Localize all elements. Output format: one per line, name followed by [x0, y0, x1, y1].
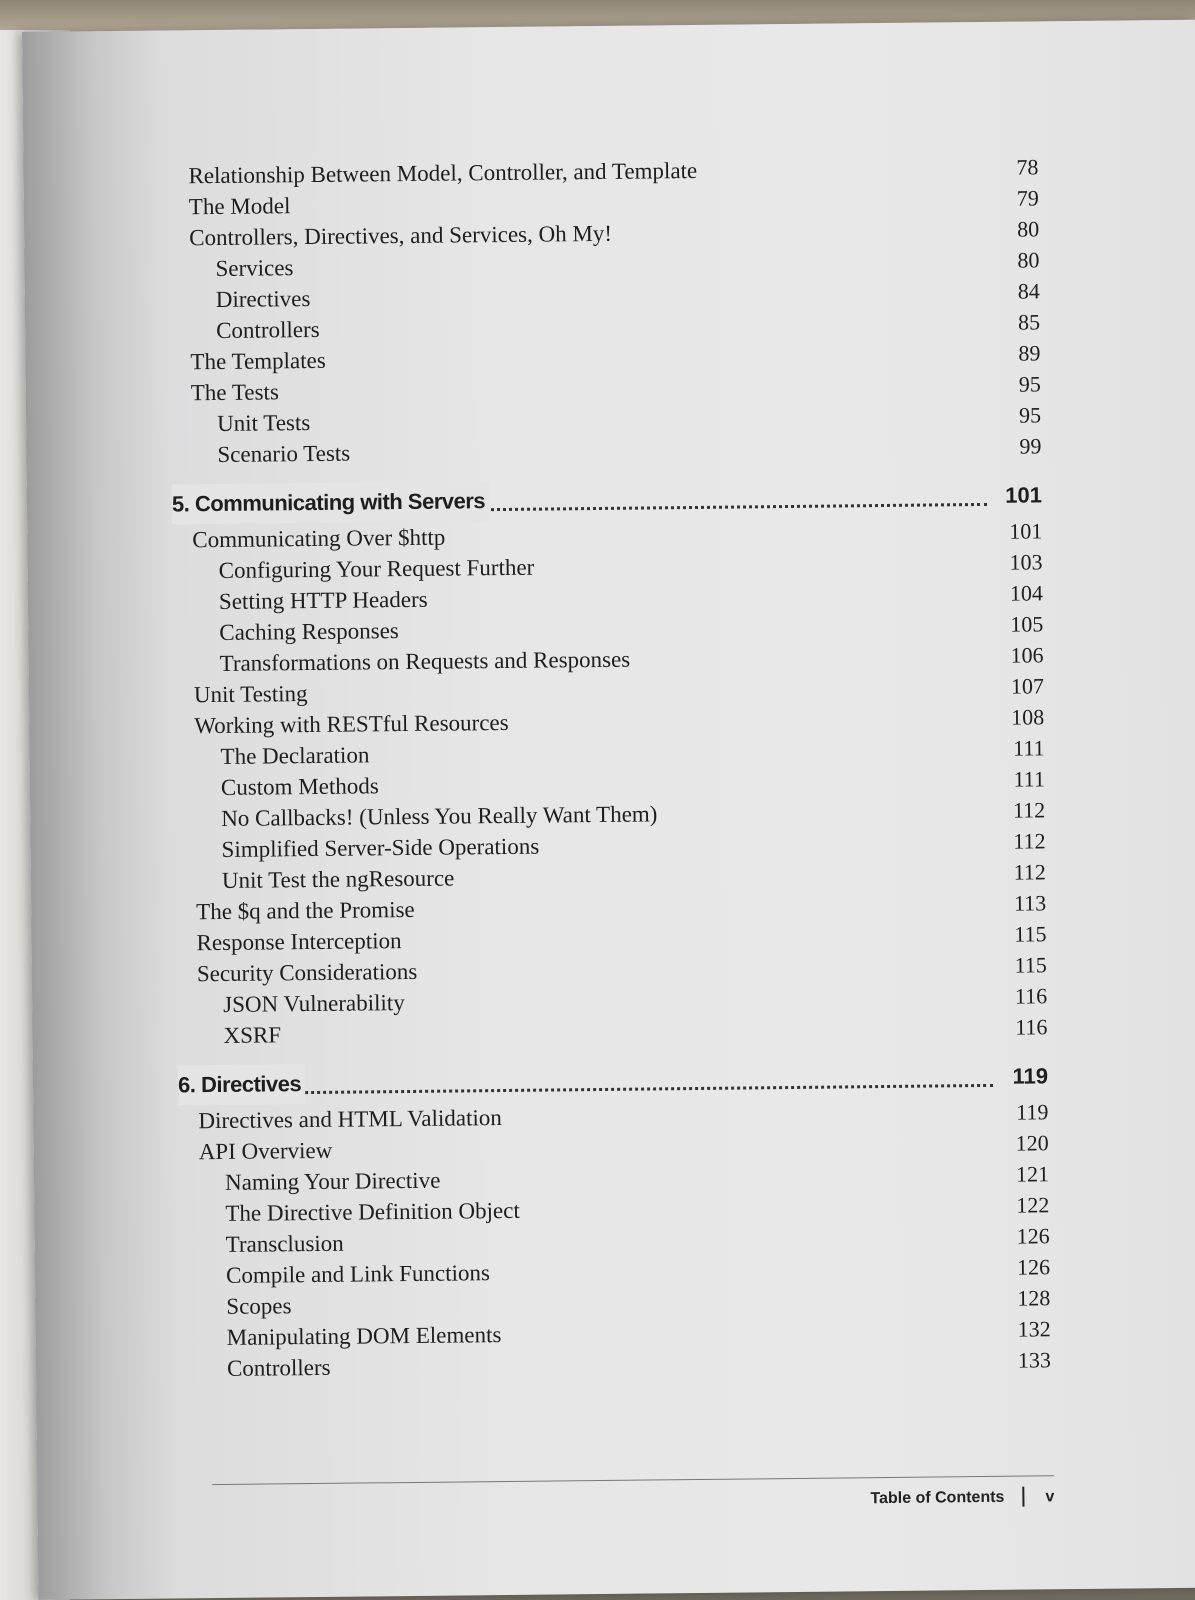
page-number: 80 — [1016, 216, 1040, 242]
entry-title: Controllers, Directives, and Services, Oh My! — [189, 220, 613, 251]
page-number: 112 — [1013, 828, 1046, 854]
entry-title: Security Considerations — [196, 958, 418, 987]
entry-title: Setting HTTP Headers — [218, 586, 428, 614]
book-page — [22, 20, 1195, 1600]
page-number: 103 — [1009, 549, 1043, 575]
footer-label: Table of Contents — [870, 1488, 1005, 1508]
page-number: 101 — [1009, 518, 1043, 544]
page-footer — [212, 1475, 1054, 1525]
entry-title: Directives and HTML Validation — [198, 1105, 502, 1134]
page-number: 113 — [1013, 890, 1047, 916]
page-number: 120 — [1015, 1130, 1049, 1156]
page-number: 79 — [1016, 185, 1039, 211]
entry-title: Communicating Over $http — [192, 524, 446, 553]
page-number: 126 — [1016, 1254, 1051, 1280]
entry-title: Unit Testing — [193, 681, 308, 708]
footer-separator — [1022, 1487, 1024, 1507]
page-number: 105 — [1010, 611, 1044, 637]
entry-title: Services — [215, 255, 294, 281]
page-number: 115 — [1014, 921, 1047, 947]
entry-title: The Model — [188, 193, 291, 220]
entry-title: Custom Methods — [220, 773, 379, 800]
page-number: 132 — [1017, 1316, 1051, 1342]
entry-title: JSON Vulnerability — [223, 990, 405, 1017]
page-number: 115 — [1014, 952, 1047, 978]
page-number: 122 — [1016, 1192, 1050, 1218]
entry-title: Working with RESTful Resources — [194, 709, 509, 739]
page-number: 112 — [1013, 859, 1046, 885]
entry-title: Controllers — [226, 1354, 331, 1381]
chapter-title: 5. Communicating with Servers — [172, 481, 490, 524]
page-number: 104 — [1009, 580, 1044, 606]
page-number: 111 — [1013, 735, 1045, 761]
page-number: 112 — [1012, 797, 1046, 823]
page-number: 111 — [1013, 766, 1046, 792]
page-number: 84 — [1017, 278, 1040, 304]
entry-title: Scopes — [226, 1293, 292, 1319]
entry-title: Controllers — [216, 316, 320, 343]
entry-title: Configuring Your Request Further — [218, 554, 535, 583]
entry-title: The Tests — [190, 379, 279, 406]
entry-title: The Templates — [190, 347, 326, 375]
page-number: 95 — [1018, 402, 1042, 428]
entry-title: Response Interception — [196, 928, 402, 956]
entry-title: Manipulating DOM Elements — [226, 1322, 502, 1350]
entry-title: Transclusion — [225, 1230, 344, 1257]
footer-page-number: v — [1045, 1488, 1055, 1506]
page-number: 119 — [1012, 1063, 1049, 1089]
page-number: 101 — [1005, 482, 1043, 508]
entry-title: Simplified Server-Side Operations — [221, 833, 540, 862]
entry-title: Caching Responses — [219, 618, 399, 645]
entry-title: Scenario Tests — [217, 440, 351, 467]
page-number: 106 — [1010, 642, 1044, 668]
page-number: 107 — [1010, 673, 1045, 699]
page-number: 116 — [1014, 983, 1048, 1009]
entry-title: XSRF — [223, 1022, 282, 1048]
page-number: 89 — [1018, 340, 1041, 366]
page-number: 99 — [1019, 433, 1042, 459]
entry-title: No Callbacks! (Unless You Really Want Them) — [221, 801, 658, 831]
page-number: 126 — [1016, 1223, 1050, 1249]
entry-title: Unit Test the ngResource — [221, 865, 455, 893]
page-number: 85 — [1017, 309, 1041, 335]
entry-title: API Overview — [198, 1137, 333, 1165]
page-number: 108 — [1011, 704, 1045, 730]
entry-title: Unit Tests — [216, 410, 311, 436]
table-of-contents — [168, 151, 1051, 1384]
entry-title: Relationship Between Model, Controller, and Template — [188, 157, 698, 189]
page-number: 119 — [1016, 1099, 1049, 1125]
entry-title: Compile and Link Functions — [225, 1260, 491, 1288]
entry-title: Naming Your Directive — [224, 1167, 441, 1195]
page-number: 95 — [1018, 371, 1041, 397]
page-number: 78 — [1016, 154, 1039, 180]
page-number: 80 — [1017, 247, 1040, 273]
entry-title: The Directive Definition Object — [225, 1197, 520, 1226]
entry-title: The Declaration — [220, 742, 370, 769]
chapter-title: 6. Directives — [178, 1064, 306, 1105]
entry-title: Directives — [215, 285, 311, 312]
entry-title: Transformations on Requests and Responses — [219, 646, 631, 676]
page-number: 133 — [1017, 1347, 1052, 1373]
page-number: 116 — [1015, 1014, 1048, 1040]
entry-title: The $q and the Promise — [196, 896, 415, 925]
page-number: 121 — [1015, 1161, 1050, 1187]
page-number: 128 — [1017, 1285, 1051, 1311]
